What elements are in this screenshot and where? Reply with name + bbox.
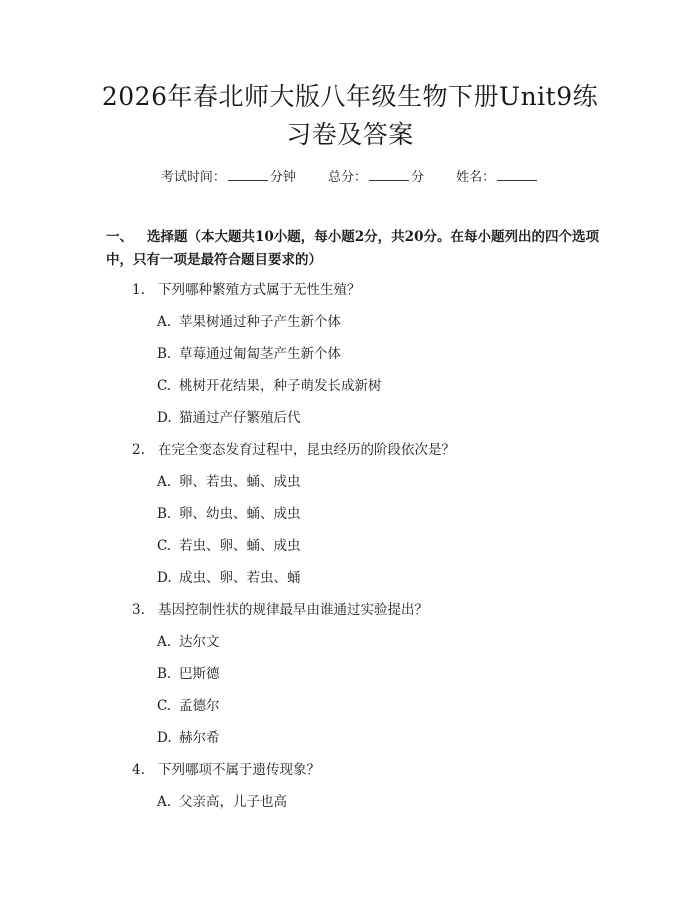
option-1d: [157, 408, 301, 428]
option-2b: [157, 504, 301, 524]
option-text: 达尔文: [179, 634, 220, 650]
option-2c: [157, 536, 301, 556]
option-text: 苹果树通过种子产生新个体: [179, 314, 341, 330]
option-letter: B.: [157, 346, 172, 362]
option-1b: [157, 344, 341, 364]
option-2a: [157, 472, 301, 492]
exam-name: [456, 168, 539, 188]
option-letter: A.: [157, 474, 172, 490]
option-letter: C.: [157, 698, 172, 714]
section-heading: [106, 226, 606, 272]
name-label: 姓名：: [456, 170, 496, 185]
option-3c: [157, 696, 220, 716]
option-3d: [157, 728, 220, 748]
question-text: 在完全变态发育过程中，昆虫经历的阶段依次是？: [158, 442, 455, 458]
time-label: 考试时间：: [160, 170, 226, 185]
option-letter: C.: [157, 378, 172, 394]
question-text: 基因控制性状的规律最早由谁通过实验提出？: [158, 602, 428, 618]
option-4a: [157, 792, 287, 812]
option-text: 父亲高，儿子也高: [179, 794, 287, 810]
option-text: 赫尔希: [179, 730, 220, 746]
question-1: [132, 280, 361, 300]
name-blank: [497, 168, 537, 181]
question-number: 3.: [132, 602, 145, 618]
question-4: [132, 760, 320, 780]
question-number: 2.: [132, 442, 145, 458]
exam-time: [161, 168, 296, 188]
option-letter: A.: [157, 634, 172, 650]
score-unit: 分: [411, 170, 425, 185]
option-text: 孟德尔: [179, 698, 220, 714]
score-blank: [369, 168, 409, 181]
option-letter: B.: [157, 666, 172, 682]
option-3b: [157, 664, 220, 684]
exam-meta: [0, 168, 700, 188]
page-title: [80, 78, 620, 154]
option-letter: C.: [157, 538, 172, 554]
time-blank: [228, 168, 268, 181]
question-3: [132, 600, 428, 620]
option-text: 猫通过产仔繁殖后代: [179, 410, 301, 426]
exam-score: [328, 168, 424, 188]
option-letter: B.: [157, 506, 172, 522]
option-text: 桃树开花结果，种子萌发长成新树: [179, 378, 382, 394]
question-text: 下列哪种繁殖方式属于无性生殖？: [158, 282, 361, 298]
option-text: 卵、若虫、蛹、成虫: [179, 474, 301, 490]
question-text: 下列哪项不属于遗传现象？: [158, 762, 320, 778]
score-label: 总分：: [327, 170, 367, 185]
option-3a: [157, 632, 220, 652]
option-letter: A.: [157, 794, 172, 810]
title-line-1: 2026年春北师大版八年级生物下册Unit9练: [101, 82, 599, 111]
section-number: 一、: [106, 229, 133, 245]
option-text: 成虫、卵、若虫、蛹: [179, 570, 301, 586]
option-letter: D.: [157, 570, 172, 586]
option-1a: [157, 312, 341, 332]
question-2: [132, 440, 455, 460]
option-letter: A.: [157, 314, 172, 330]
option-text: 草莓通过匍匐茎产生新个体: [179, 346, 341, 362]
option-1c: [157, 376, 382, 396]
title-line-2: 习卷及答案: [286, 120, 414, 149]
option-text: 巴斯德: [179, 666, 220, 682]
question-number: 4.: [132, 762, 145, 778]
option-letter: D.: [157, 410, 172, 426]
option-letter: D.: [157, 730, 172, 746]
option-2d: [157, 568, 301, 588]
question-number: 1.: [132, 282, 145, 298]
option-text: 卵、幼虫、蛹、成虫: [179, 506, 301, 522]
section-text: 选择题（本大题共10小题，每小题2分，共20分。在每小题列出的四个选项中，只有一项是最符合题目要求的）: [106, 229, 599, 268]
option-text: 若虫、卵、蛹、成虫: [179, 538, 301, 554]
time-unit: 分钟: [269, 170, 296, 185]
